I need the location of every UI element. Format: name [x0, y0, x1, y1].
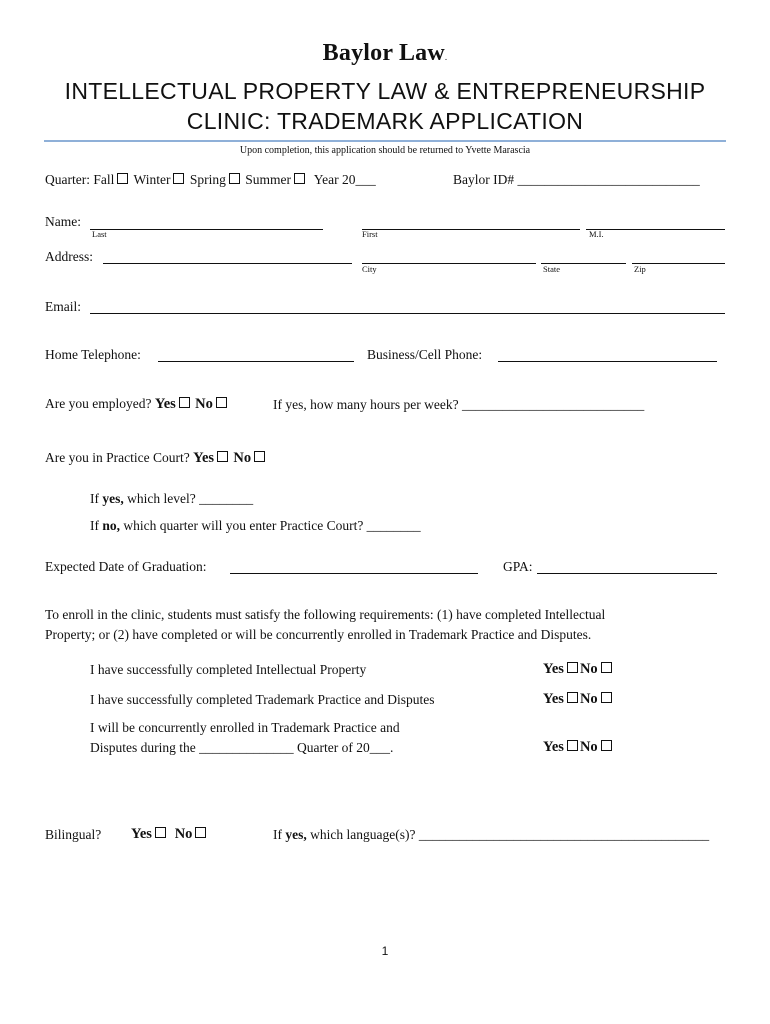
concurrent-yes-checkbox[interactable] — [567, 740, 578, 751]
graduation-line[interactable] — [230, 573, 478, 574]
tpd-no-label: No — [579, 691, 598, 707]
baylor-id-field[interactable]: Baylor ID# ___________________________ — [453, 172, 700, 187]
name-label: Name: — [45, 214, 81, 229]
year-field[interactable]: Year 20___ — [313, 172, 376, 187]
middle-initial-line[interactable] — [586, 229, 725, 230]
quarter-label: Quarter: — [45, 172, 90, 187]
bilingual-question: Bilingual? — [45, 827, 102, 842]
requirement-concurrent-text-line1: I will be concurrently enrolled in Trademark Practice and — [90, 720, 400, 735]
baylor-law-logo: Baylor Law. — [322, 40, 448, 66]
practice-court-quarter-field[interactable]: If no, which quarter will you enter Practice Court? ________ — [90, 518, 421, 533]
business-phone-label: Business/Cell Phone: — [367, 347, 483, 362]
form-title-line2: CLINIC: TRADEMARK APPLICATION — [186, 108, 584, 134]
requirement-ip-options — [543, 661, 614, 678]
bilingual-options — [131, 826, 208, 843]
practice-court-question: Are you in Practice Court? — [45, 450, 190, 465]
fall-checkbox[interactable] — [117, 173, 128, 184]
form-title-line1: INTELLECTUAL PROPERTY LAW & ENTREPRENEURSHIP — [64, 78, 706, 104]
winter-checkbox[interactable] — [173, 173, 184, 184]
tpd-yes-checkbox[interactable] — [567, 692, 578, 703]
employed-yes-label: Yes — [154, 396, 176, 412]
requirement-tpd-options — [543, 691, 614, 708]
home-phone-line[interactable] — [158, 361, 354, 362]
employed-row — [45, 396, 229, 413]
concurrent-yes-label: Yes — [543, 739, 564, 755]
email-line[interactable] — [90, 313, 725, 314]
return-instructions: Upon completion, this application should be returned to Yvette Marascia — [239, 145, 531, 156]
first-sublabel: First — [362, 229, 378, 239]
spring-checkbox[interactable] — [229, 173, 240, 184]
bilingual-no-checkbox[interactable] — [195, 827, 206, 838]
header-divider — [44, 140, 726, 142]
gpa-line[interactable] — [537, 573, 717, 574]
quarter-option-winter: Winter — [133, 172, 171, 187]
page-number: 1 — [381, 944, 389, 958]
employed-yes-checkbox[interactable] — [179, 397, 190, 408]
mi-sublabel: M.I. — [589, 229, 604, 239]
employed-question: Are you employed? — [45, 396, 152, 411]
quarter-row — [45, 172, 376, 188]
street-line[interactable] — [103, 263, 352, 264]
home-phone-label: Home Telephone: — [45, 347, 141, 362]
graduation-label: Expected Date of Graduation: — [45, 559, 207, 574]
employed-no-checkbox[interactable] — [216, 397, 227, 408]
tpd-yes-label: Yes — [543, 691, 564, 707]
languages-field[interactable]: If yes, which language(s)? ___________________________________________ — [273, 827, 710, 842]
employed-no-label: No — [195, 396, 213, 412]
hours-per-week-field[interactable]: If yes, how many hours per week? ___________________________ — [273, 397, 645, 412]
last-sublabel: Last — [92, 229, 107, 239]
requirements-line1: To enroll in the clinic, students must satisfy the following requirements: (1) have completed Intellectual — [45, 607, 606, 622]
ip-no-checkbox[interactable] — [601, 662, 612, 673]
first-name-line[interactable] — [362, 229, 580, 230]
summer-checkbox[interactable] — [294, 173, 305, 184]
requirement-tpd-text: I have successfully completed Trademark Practice and Disputes — [90, 692, 435, 707]
quarter-option-fall: Fall — [93, 172, 115, 187]
address-label: Address: — [45, 249, 93, 264]
concurrent-no-checkbox[interactable] — [601, 740, 612, 751]
city-sublabel: City — [362, 264, 377, 274]
practice-court-no-checkbox[interactable] — [254, 451, 265, 462]
zip-sublabel: Zip — [634, 264, 646, 274]
quarter-option-spring: Spring — [189, 172, 226, 187]
ip-yes-label: Yes — [543, 661, 564, 677]
tpd-no-checkbox[interactable] — [601, 692, 612, 703]
city-line[interactable] — [362, 263, 536, 264]
practice-court-level-field[interactable]: If yes, which level? ________ — [90, 491, 254, 506]
zip-line[interactable] — [632, 263, 725, 264]
requirements-line2: Property; or (2) have completed or will be concurrently enrolled in Trademark Practice and Disputes. — [45, 627, 592, 642]
requirement-concurrent-options — [543, 739, 614, 756]
bilingual-yes-checkbox[interactable] — [155, 827, 166, 838]
bilingual-yes-label: Yes — [131, 826, 152, 842]
gpa-label: GPA: — [503, 559, 533, 574]
state-sublabel: State — [543, 264, 560, 274]
practice-court-yes-checkbox[interactable] — [217, 451, 228, 462]
last-name-line[interactable] — [90, 229, 323, 230]
quarter-option-summer: Summer — [245, 172, 291, 187]
ip-yes-checkbox[interactable] — [567, 662, 578, 673]
ip-no-label: No — [579, 661, 598, 677]
requirement-ip-text: I have successfully completed Intellectual Property — [90, 662, 367, 677]
practice-court-row — [45, 450, 267, 467]
bilingual-no-label: No — [174, 826, 193, 842]
business-phone-line[interactable] — [498, 361, 717, 362]
requirement-concurrent-text-line2[interactable]: Disputes during the ______________ Quarter of 20___. — [90, 740, 394, 755]
concurrent-no-label: No — [579, 739, 598, 755]
practice-court-no-label: No — [233, 450, 252, 466]
email-label: Email: — [45, 299, 81, 314]
practice-court-yes-label: Yes — [193, 450, 215, 466]
